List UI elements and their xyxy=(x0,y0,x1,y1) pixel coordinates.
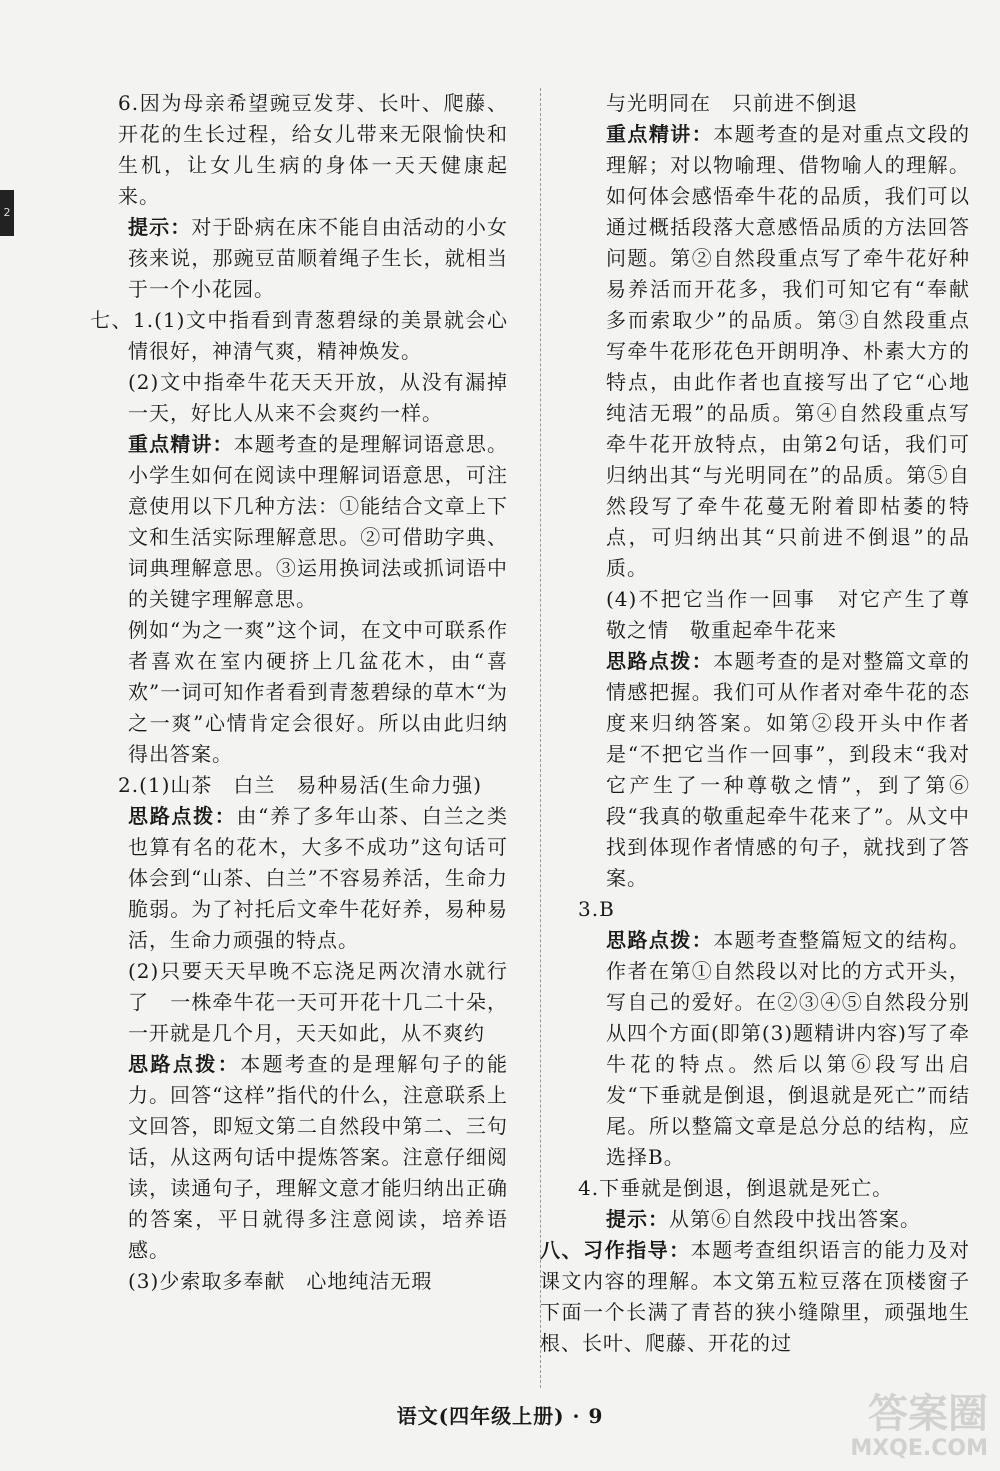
hint-text: 对于卧病在床不能自由活动的小女孩来说，那豌豆苗顺着绳子生长，就相当于一个小花园。 xyxy=(128,215,509,301)
hint-6 xyxy=(90,212,508,305)
example-7-1: 例如“为之一爽”这个词，在文中可联系作者喜欢在室内硬挤上几盆花木，由“喜欢”一词可知作者看到青葱碧绿的草木“为之一爽”心情肯定会很好。所以由此归纳得出答案。 xyxy=(128,618,508,766)
hint-text: 从第⑥自然段中找出答案。 xyxy=(669,1207,921,1231)
hint-label: 提示： xyxy=(128,215,192,239)
note-7-1 xyxy=(90,429,508,615)
note-7-2-1 xyxy=(90,801,508,956)
note-text: 由“养了多年山茶、白兰之类也算有名的花木，大多不成功”这句话可体会到“山茶、白兰”不容易养活，生命力脆弱。为了衬托后文牵牛花好养，易种易活，生命力顽强的特点。 xyxy=(128,804,508,952)
answer-6: 6.因为母亲希望豌豆发芽、长叶、爬藤、开花的生长过程，给女儿带来无限愉快和生机，让女儿生病的身体一天天健康起来。 xyxy=(118,91,508,208)
section-8 xyxy=(540,1235,970,1359)
hint-label: 提示： xyxy=(606,1207,669,1231)
left-column xyxy=(90,88,508,1297)
note-text: 本题考查整篇短文的结构。作者在第①自然段以对比的方式开头，写自己的爱好。在②③④⑤自然段分别从四个方面(即第(3)题精讲内容)写了牵牛花的特点。然后以第⑥段写出启发“下垂就是倒退，倒退就是死亡”而结尾。所以整篇文章是总分总的结构，应选择B。 xyxy=(606,928,970,1169)
answer-7-2-3-cont: 与光明同在 只前进不倒退 xyxy=(606,91,858,115)
note-label: 思路点拨： xyxy=(128,804,237,828)
answer-7-2-3: (3)少索取多奉献 心地纯洁无瑕 xyxy=(128,1269,433,1293)
note-7-2-4 xyxy=(578,646,970,894)
note-label: 思路点拨： xyxy=(128,1052,241,1076)
answer-7-2-1: 2.(1)山茶 白兰 易种易活(生命力强) xyxy=(118,773,483,797)
watermark-logo xyxy=(808,1392,988,1461)
watermark-line2: MXQE.COM xyxy=(850,1436,988,1461)
note-label: 思路点拨： xyxy=(606,928,714,952)
answer-7-2-2: (2)只要天天早晚不忘浇足两次清水就行了 一株牵牛花一天可开花十几二十朵，一开就是几个月，天天如此，从不爽约 xyxy=(128,959,508,1045)
note-text: 本题考查的是理解词语意思。小学生如何在阅读中理解词语意思，可注意使用以下几种方法：①能结合文章上下文和生活实际理解意思。②可借助字典、词典理解意思。③运用换词法或抓词语中的关键字理解意思。 xyxy=(128,432,509,611)
answer-7-2-4: (4)不把它当作一回事 对它产生了尊敬之情 敬重起牵牛花来 xyxy=(606,587,970,642)
right-column xyxy=(540,88,971,1359)
side-tab: 2 xyxy=(0,190,14,236)
note-text: 本题考查的是理解句子的能力。回答“这样”指代的什么，注意联系上文回答，即短文第二自然段中第二、三句话，从这两句话中提炼答案。注意仔细阅读，读通句子，理解文意才能归纳出正确的答案，平日就得多注意阅读，培养语感。 xyxy=(128,1052,508,1262)
note-label: 思路点拨： xyxy=(606,649,714,673)
note-label: 重点精讲： xyxy=(128,432,234,456)
note-label: 重点精讲： xyxy=(606,122,714,146)
watermark-line1: 答案圈 xyxy=(868,1391,988,1437)
answer-7-1-1: 七、1.(1)文中指看到青葱碧绿的美景就会心情很好，神清气爽，精神焕发。 xyxy=(90,308,508,363)
answer-7-3: 3.B xyxy=(578,897,615,921)
column-divider xyxy=(540,88,541,1388)
section-8-text: 本题考查组织语言的能力及对课文内容的理解。本文第五粒豆落在顶楼窗子下面一个长满了青苔的狭小缝隙里，顽强地生根、长叶、爬藤、开花的过 xyxy=(540,1238,971,1355)
answer-7-4: 4.下垂就是倒退，倒退就是死亡。 xyxy=(578,1176,894,1200)
note-7-2-2 xyxy=(90,1049,508,1266)
note-7-3 xyxy=(578,925,970,1173)
hint-7-4 xyxy=(578,1204,970,1235)
note-text: 本题考查的是对整篇文章的情感把握。我们可从作者对牵牛花的态度来归纳答案。如第②段开头中作者是“不把它当作一回事”，到段末“我对它产生了一种尊敬之情”，到了第⑥段“我真的敬重起牵牛花来了”。从文中找到体现作者情感的句子，就找到了答案。 xyxy=(606,649,970,890)
note-text: 本题考查的是对重点文段的理解；对以物喻理、借物喻人的理解。如何体会感悟牵牛花的品质，我们可以通过概括段落大意感悟品质的方法回答问题。第②自然段重点写了牵牛花好种易养活而开花多，我们可知它有“奉献多而索取少”的品质。第③自然段重点写牵牛花形花色开朗明净、朴素大方的特点，由此作者也直接写出了它“心地纯洁无瑕”的品质。第④自然段重点写牵牛花开放特点，由第2句话，我们可归纳出其“与光明同在”的品质。第⑤自然段写了牵牛花蔓无附着即枯萎的特点，可归纳出其“只前进不倒退”的品质。 xyxy=(606,122,970,580)
answer-7-1-2: (2)文中指牵牛花天天开放，从没有漏掉一天，好比人从来不会爽约一样。 xyxy=(128,370,508,425)
note-7-2-3 xyxy=(578,119,970,584)
page-footer: 语文(四年级上册) · 9 xyxy=(396,1404,604,1428)
section-8-label: 八、习作指导： xyxy=(540,1238,691,1262)
